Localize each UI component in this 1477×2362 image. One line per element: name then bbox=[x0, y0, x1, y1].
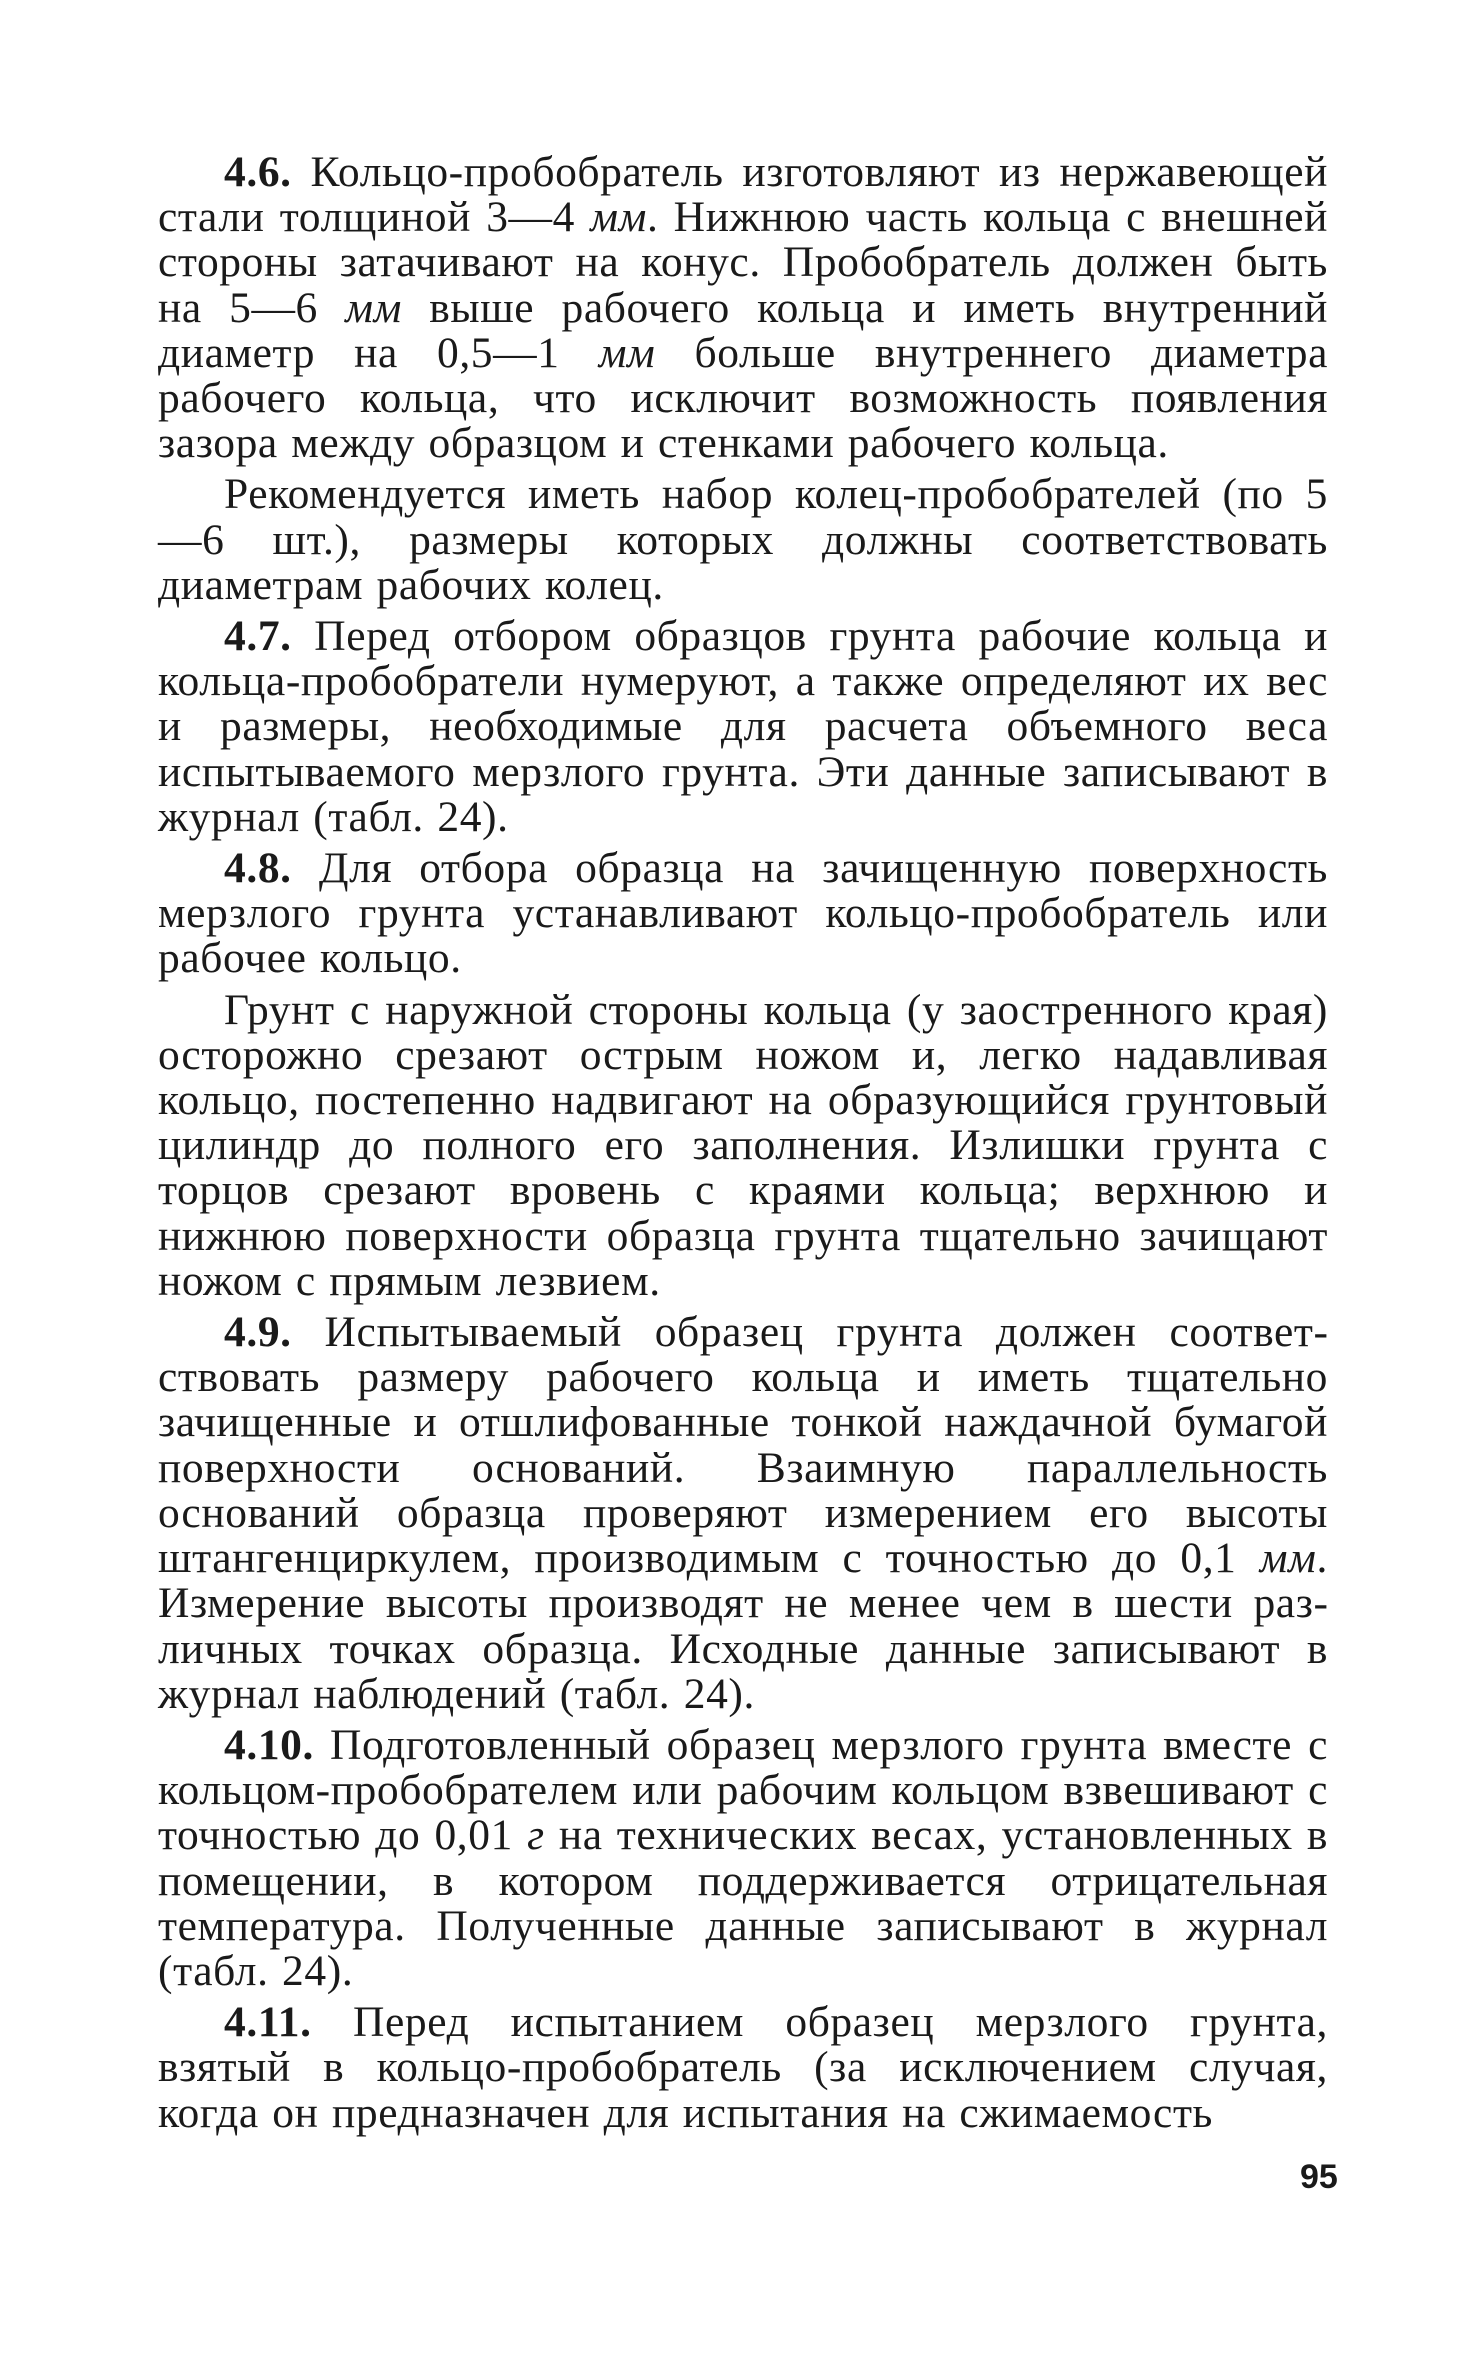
paragraph-4-6: 4.6. Кольцо-пробобратель изготовляют из нержавеющей стали толщиной 3—4 мм. Нижнюю часть кольца с внешней стороны затачивают на конус. Пробобратель должен быть на 5—6 мм выше рабочего кольца и иметь внутренний диаметр на 0,5—1 мм больше внутреннего диаметра рабочего кольца, что исключит возможность появления зазора между образцом и стенками рабочего кольца. bbox=[158, 148, 1328, 468]
unit-abbreviation: мм bbox=[345, 283, 402, 332]
clause-number: 4.9. bbox=[224, 1308, 292, 1357]
unit-abbreviation: мм bbox=[1259, 1534, 1317, 1583]
clause-number: 4.7. bbox=[224, 612, 292, 661]
paragraph-4-8: 4.8. Для отбора образца на зачищенную поверхность мерзлого грунта устанавливают кольцо-пробобратель или рабочее кольцо. bbox=[158, 844, 1328, 983]
paragraph-4-6-continued: Рекомендуется иметь набор колец-пробобрателей (по 5—6 шт.), размеры которых должны соответствовать диаметрам рабочих колец. bbox=[158, 470, 1328, 609]
paragraph-4-11: 4.11. Перед испытанием образец мерзлого грунта, взятый в кольцо-пробобратель (за исключением случая, когда он предназначен для испытания на сжимаемость bbox=[158, 1998, 1328, 2137]
unit-abbreviation: мм bbox=[590, 193, 647, 242]
clause-number: 4.11. bbox=[224, 1998, 312, 2047]
clause-number: 4.8. bbox=[224, 844, 292, 893]
unit-abbreviation: г bbox=[527, 1811, 545, 1860]
paragraph-4-10: 4.10. Подготовленный образец мерзлого грунта вместе с кольцом-пробобрателем или рабочим кольцом взвешивают с точностью до 0,01 г на технических весах, установленных в помещении, в котором поддерживается отрицательная температура. Полученные данные записывают в журнал (табл. 24). bbox=[158, 1720, 1328, 1995]
page-number: 95 bbox=[1300, 2158, 1338, 2196]
document-body bbox=[158, 150, 1328, 2142]
paragraph-4-7: 4.7. Перед отбором образцов грунта рабочие кольца и кольца-пробобратели нумеруют, а также определяют их вес и размеры, необходимые для расчета объемного веса испытываемого мерзлого грунта. Эти данные записывают в журнал (табл. 24). bbox=[158, 612, 1328, 841]
clause-number: 4.6. bbox=[224, 148, 292, 196]
paragraph-4-8-continued: Грунт с наружной стороны кольца (у заостренного края) осторожно срезают острым ножом и, легко надавливая кольцо, постепенно надвигают на образующийся грунтовый цилиндр до полного его заполнения. Излишки грунта с торцов срезают вровень с краями кольца; верхнюю и нижнюю поверхности образца грунта тщательно зачищают ножом с прямым лезвием. bbox=[158, 985, 1328, 1305]
clause-number: 4.10. bbox=[224, 1720, 314, 1769]
paragraph-4-9: 4.9. Испытываемый образец грунта должен соответствовать размеру рабочего кольца и иметь тщательно зачищенные и отшлифованные тонкой наждачной бумагой поверхности оснований. Взаимную параллельность оснований образца проверяют измерением его высоты штангенциркулем, производимым с точностью до 0,1 мм. Измерение высоты производят не менее чем в шести различных точках образца. Исходные данные записывают в журнал наблюдений (табл. 24). bbox=[158, 1308, 1328, 1718]
unit-abbreviation: мм bbox=[598, 328, 656, 377]
